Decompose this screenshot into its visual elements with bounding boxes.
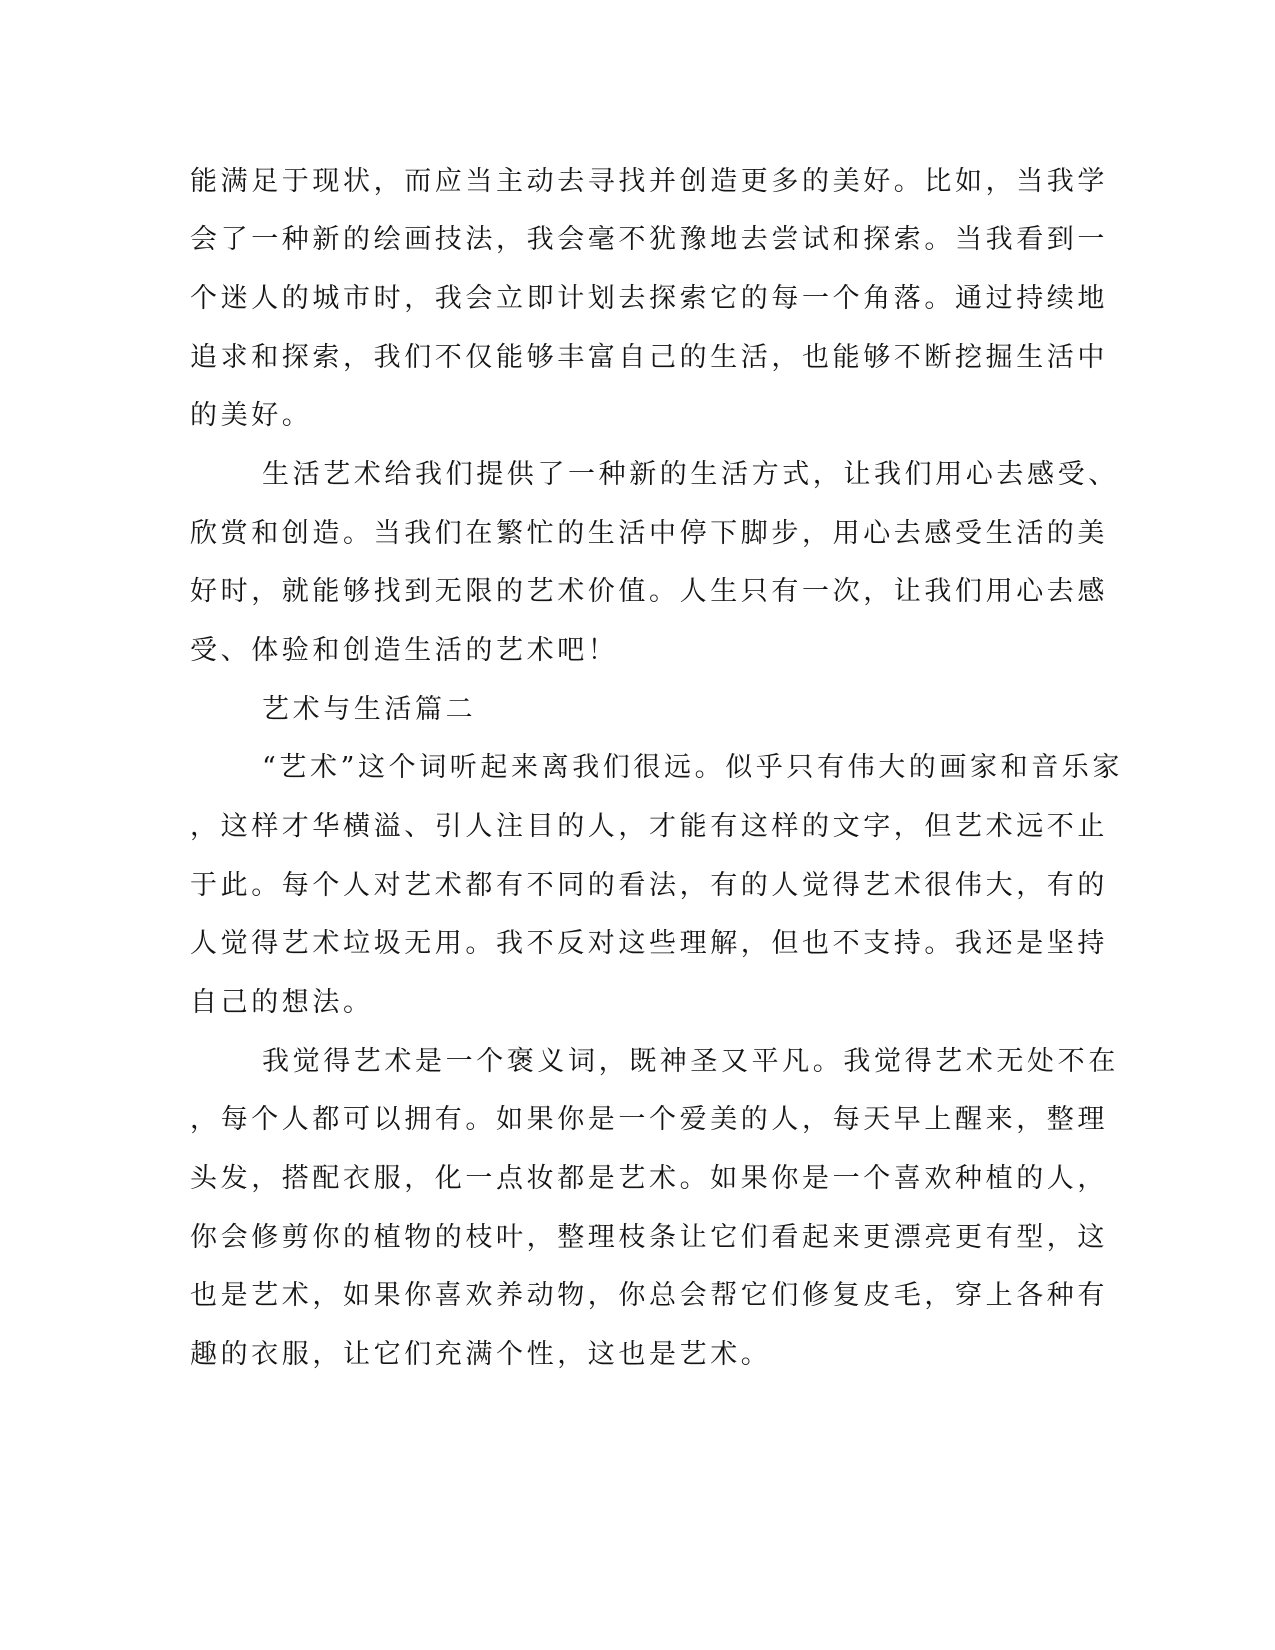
paragraph-3-line-4: 人觉得艺术垃圾无用。我不反对这些理解，但也不支持。我还是坚持: [190, 928, 1108, 959]
paragraph-3-line-5: 自己的想法。: [190, 987, 374, 1018]
paragraph-1-line-4: 追求和探索，我们不仅能够丰富自己的生活，也能够不断挖掘生活中: [190, 342, 1108, 373]
paragraph-3-line-2: ，这样才华横溢、引人注目的人，才能有这样的文字，但艺术远不止: [190, 811, 1108, 842]
paragraph-4-line-4: 你会修剪你的植物的枝叶，整理枝条让它们看起来更漂亮更有型，这: [190, 1222, 1108, 1253]
paragraph-4-line-5: 也是艺术，如果你喜欢养动物，你总会帮它们修复皮毛，穿上各种有: [190, 1280, 1108, 1311]
paragraph-1-line-1: 能满足于现状，而应当主动去寻找并创造更多的美好。比如，当我学: [190, 166, 1108, 197]
paragraph-3-line-3: 于此。每个人对艺术都有不同的看法，有的人觉得艺术很伟大，有的: [190, 870, 1108, 901]
paragraph-2-line-4: 受、体验和创造生活的艺术吧！: [190, 635, 619, 666]
paragraph-1-line-3: 个迷人的城市时，我会立即计划去探索它的每一个角落。通过持续地: [190, 283, 1108, 314]
paragraph-4-line-3: 头发，搭配衣服，化一点妆都是艺术。如果你是一个喜欢种植的人，: [190, 1163, 1108, 1194]
paragraph-4-line-6: 趣的衣服，让它们充满个性，这也是艺术。: [190, 1339, 772, 1370]
paragraph-1-line-5: 的美好。: [190, 400, 313, 431]
paragraph-2-line-3: 好时，就能够找到无限的艺术价值。人生只有一次，让我们用心去感: [190, 576, 1108, 607]
paragraph-4-line-2: ，每个人都可以拥有。如果你是一个爱美的人，每天早上醒来，整理: [190, 1104, 1108, 1135]
paragraph-3-line-1: “艺术”这个词听起来离我们很远。似乎只有伟大的画家和音乐家: [262, 752, 1124, 783]
section-heading: 艺术与生活篇二: [262, 694, 477, 725]
paragraph-2-line-1: 生活艺术给我们提供了一种新的生活方式，让我们用心去感受、: [262, 459, 1119, 490]
paragraph-2-line-2: 欣赏和创造。当我们在繁忙的生活中停下脚步，用心去感受生活的美: [190, 518, 1108, 549]
paragraph-1-line-2: 会了一种新的绘画技法，我会毫不犹豫地去尝试和探索。当我看到一: [190, 224, 1108, 255]
paragraph-4-line-1: 我觉得艺术是一个褒义词，既神圣又平凡。我觉得艺术无处不在: [262, 1046, 1119, 1077]
